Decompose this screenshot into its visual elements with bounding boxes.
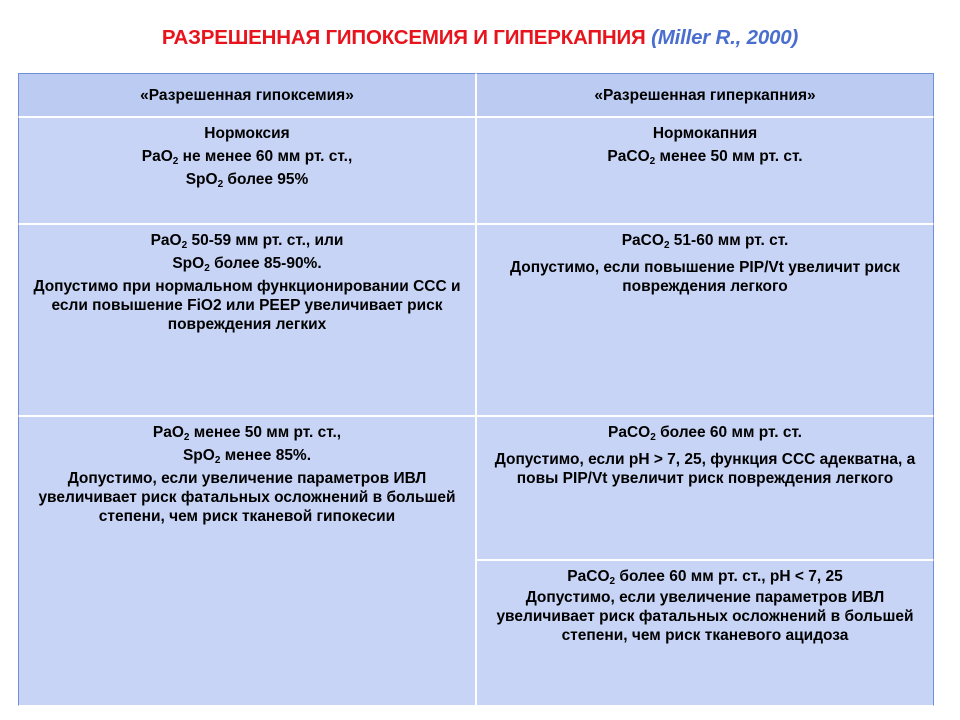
hypoxemia-row-moderate [18, 224, 476, 416]
hypercapnia-acidosis-paco2: PaCO$_2$ более 60 мм рт. ст., pH < 7, 25 [567, 568, 843, 587]
hypercapnia-high-note: Допустимо, если pH > 7, 25, функция ССС адекватна, а повы PIP/Vt увеличит риск повреждения легкого [494, 451, 916, 487]
normoxia-spo2: SpO$_2$ более 95% [185, 171, 309, 190]
header-hypercapnia [476, 73, 934, 117]
header-hypoxemia [18, 73, 476, 117]
moderate-pao2: PaO$_2$ 50-59 мм рт. ст., или [150, 232, 344, 251]
hypercapnia-acidosis-note: Допустимо, если увеличение параметров ИВЛ увеличивает риск фатальных осложнений в большей степени, чем риск тканевого ацидоза [496, 589, 914, 644]
hypercapnia-high-paco2: PaCO$_2$ более 60 мм рт. ст. [608, 424, 802, 443]
hypoxemia-row-severe [18, 416, 476, 706]
title-main: РАЗРЕШЕННАЯ ГИПОКСЕМИЯ И ГИПЕРКАПНИЯ [161, 26, 646, 49]
moderate-note: Допустимо при нормальном функционировании ССС и если повышение FiO2 или PEEP увеличивает риск повреждения легких [33, 278, 461, 333]
hypoxemia-row-normoxia [18, 117, 476, 224]
normocapnia-paco2: PaCO$_2$ менее 50 мм рт. ст. [607, 148, 803, 167]
title-citation: (Miller R., 2000) [651, 26, 799, 49]
severe-pao2: PaO$_2$ менее 50 мм рт. ст., [152, 424, 342, 443]
hypercapnia-row-acidosis [476, 560, 934, 706]
severe-spo2: SpO$_2$ менее 85%. [182, 447, 312, 466]
header-hypoxemia-label: «Разрешенная гипоксемия» [140, 86, 354, 104]
severe-note: Допустимо, если увеличение параметров ИВЛ увеличивает риск фатальных осложнений в большей степени, чем риск тканевой гипокесии [38, 470, 456, 525]
normocapnia-title: Нормокапния [652, 125, 758, 142]
hypercapnia-row-moderate [476, 224, 934, 416]
hypercapnia-row-normocapnia [476, 117, 934, 224]
normoxia-pao2: PaO$_2$ не менее 60 мм рт. ст., [141, 148, 353, 167]
normoxia-title: Нормоксия [204, 125, 290, 142]
hypercapnia-moderate-note: Допустимо, если повышение PIP/Vt увеличит риск повреждения легкого [510, 259, 900, 295]
moderate-spo2: SpO$_2$ более 85-90%. [172, 255, 322, 274]
header-hypercapnia-label: «Разрешенная гиперкапния» [594, 86, 816, 104]
hypercapnia-row-high [476, 416, 934, 560]
hypercapnia-moderate-paco2: PaCO$_2$ 51-60 мм рт. ст. [621, 232, 789, 251]
